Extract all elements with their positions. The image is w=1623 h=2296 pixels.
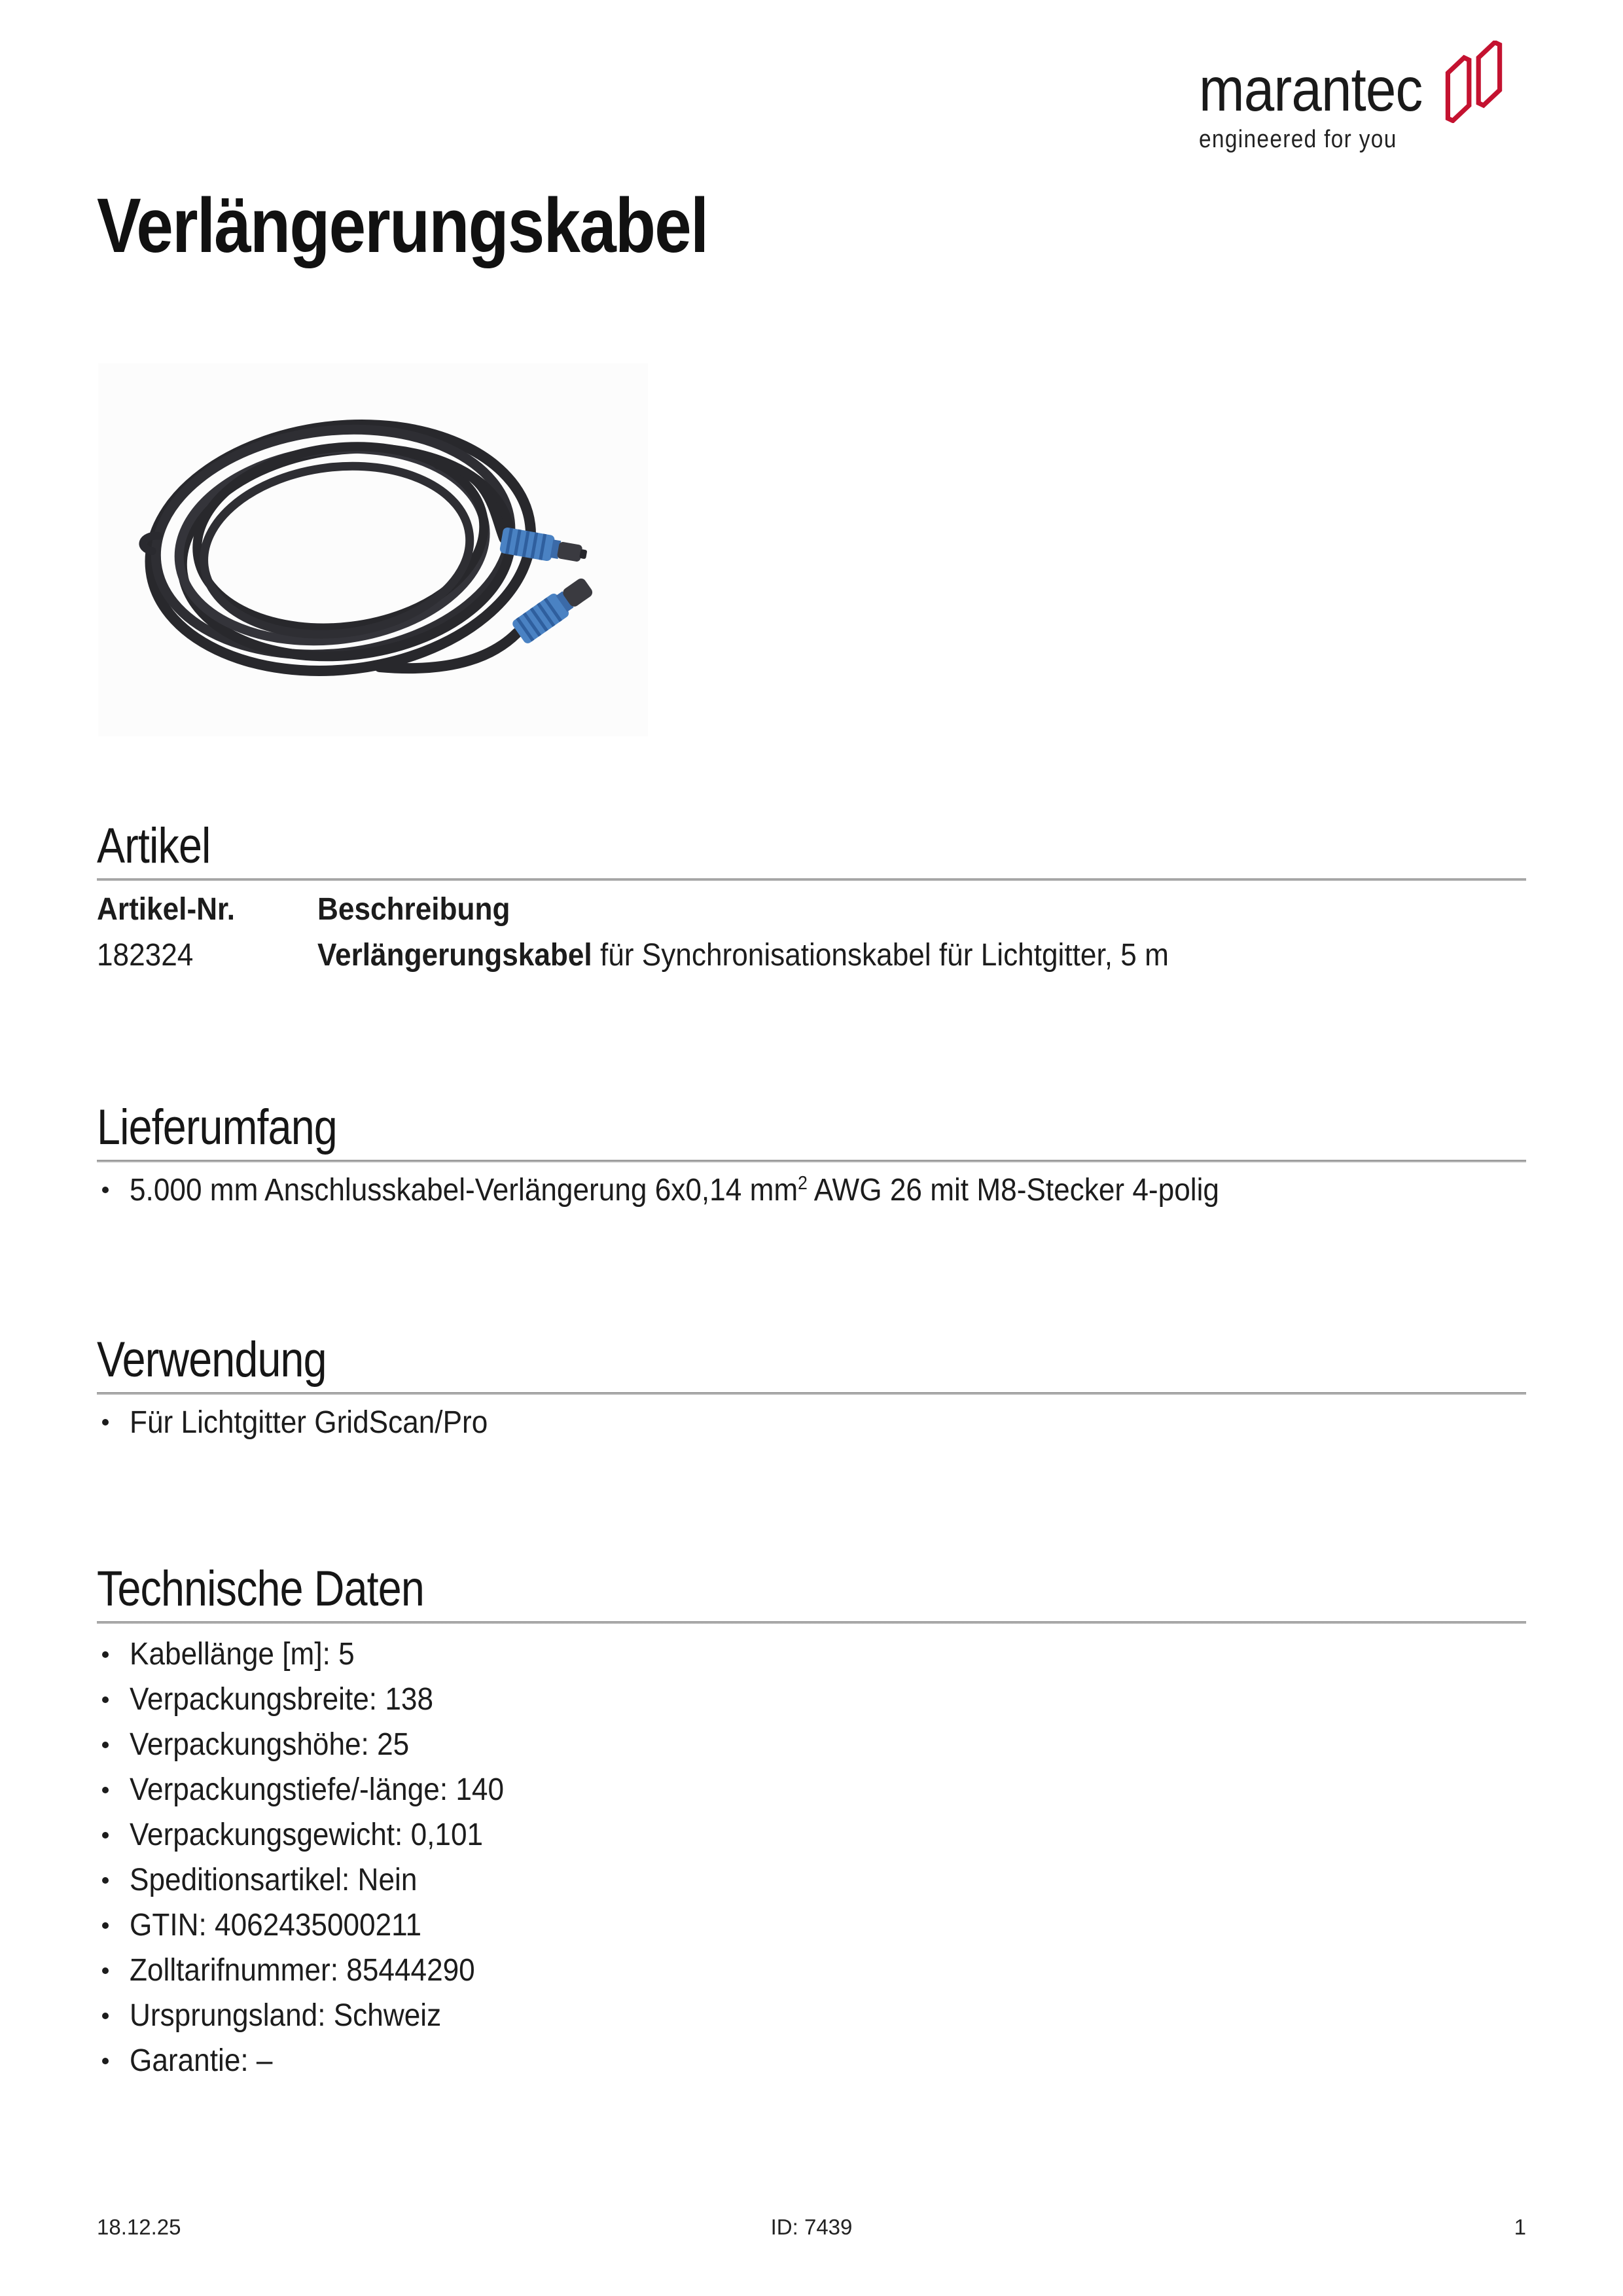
bullet-icon [102,1742,109,1748]
tech-item-text: Garantie: – [130,2043,273,2078]
lieferumfang-heading-text: Lieferumfang [97,1100,337,1155]
artikel-number-cell [97,937,317,974]
footer-page-number: 1 [1514,2215,1526,2239]
brand-logo [1199,41,1507,152]
lieferumfang-item-after-sup: AWG 26 mit M8-Stecker 4-polig [807,1172,1219,1208]
column-header-artikel-nr-text: Artikel-Nr. [97,892,236,927]
tech-item-text: Zolltarifnummer: 85444290 [130,1953,475,1988]
artikel-heading-text: Artikel [97,818,211,874]
verwendung-list [97,1403,1526,1442]
footer-date: 18.12.25 [97,2215,181,2239]
page-footer [97,2215,1526,2240]
technische-daten-heading [97,1561,1526,1617]
artikel-description-bold: Verlängerungskabel [317,938,592,973]
bullet-icon [102,1419,109,1426]
bullet-icon [102,1832,109,1839]
lieferumfang-item-before-sup: 5.000 mm Anschlusskabel-Verlängerung 6x0,14 mm [130,1172,798,1208]
page-title [97,183,807,269]
bullet-icon [102,1967,109,1974]
bullet-icon [102,1187,109,1193]
list-item [97,1677,1526,1722]
artikel-heading [97,818,1526,874]
brand-text-block [1199,55,1435,153]
tech-item-text: Verpackungsbreite: 138 [130,1682,434,1717]
lieferumfang-list [97,1170,1526,1210]
artikel-description-cell [317,937,1526,974]
tech-item-text: Speditionsartikel: Nein [130,1863,418,1897]
list-item [97,1812,1526,1857]
verwendung-item-text: Für Lichtgitter GridScan/Pro [130,1405,488,1440]
marantec-wordmark-text: marantec [1199,55,1423,124]
lieferumfang-item-sup: 2 [798,1172,808,1194]
artikel-description-rest: für Synchronisationskabel für Lichtgitter, 5 m [592,938,1169,973]
tech-item-text: Verpackungsgewicht: 0,101 [130,1818,484,1852]
list-item [97,1170,1526,1210]
section-rule [97,1621,1526,1624]
marantec-logo-icon [1441,41,1507,123]
brand-tagline [1199,126,1435,152]
tech-item-text: Verpackungstiefe/-länge: 140 [130,1772,505,1807]
lieferumfang-item-text [130,1172,1219,1208]
bullet-icon [102,1696,109,1703]
section-rule [97,878,1526,881]
list-item [97,1403,1526,1442]
tech-item-text: GTIN: 4062435000211 [130,1908,422,1943]
list-item [97,1722,1526,1767]
product-image [98,363,648,736]
tech-item-text: Verpackungshöhe: 25 [130,1727,410,1762]
verwendung-heading-text: Verwendung [97,1332,327,1388]
technische-daten-list [97,1632,1526,2083]
footer-doc-id: ID: 7439 [770,2215,853,2239]
lieferumfang-heading [97,1100,1526,1156]
bullet-icon [102,1787,109,1793]
bullet-icon [102,2013,109,2019]
column-header-beschreibung [317,891,1526,928]
list-item [97,1857,1526,1903]
bullet-icon [102,1651,109,1658]
logo-shape-right [1478,43,1499,105]
tech-item-text: Kabellänge [m]: 5 [130,1637,355,1672]
column-header-beschreibung-text: Beschreibung [317,892,510,927]
page-title-text: Verlängerungskabel [97,183,708,269]
list-item [97,1903,1526,1948]
section-rule [97,1160,1526,1162]
list-item [97,1767,1526,1812]
technische-daten-heading-text: Technische Daten [97,1561,424,1617]
marantec-wordmark [1199,55,1435,124]
section-verwendung [97,1332,1526,1442]
list-item [97,1632,1526,1677]
artikel-number-text: 182324 [97,938,194,973]
list-item [97,2038,1526,2083]
column-header-artikel-nr [97,891,317,928]
logo-shape-left [1448,58,1469,120]
artikel-description-text [317,937,1169,974]
section-artikel [97,818,1526,974]
section-technische-daten [97,1561,1526,2083]
list-item [97,1993,1526,2038]
bullet-icon [102,2058,109,2064]
section-rule [97,1392,1526,1395]
bullet-icon [102,1877,109,1884]
verwendung-heading [97,1332,1526,1388]
bullet-icon [102,1922,109,1929]
brand-tagline-text: engineered for you [1199,126,1397,153]
artikel-table [97,891,1526,974]
section-lieferumfang [97,1100,1526,1210]
tech-item-text: Ursprungsland: Schweiz [130,1998,442,2033]
list-item [97,1948,1526,1993]
